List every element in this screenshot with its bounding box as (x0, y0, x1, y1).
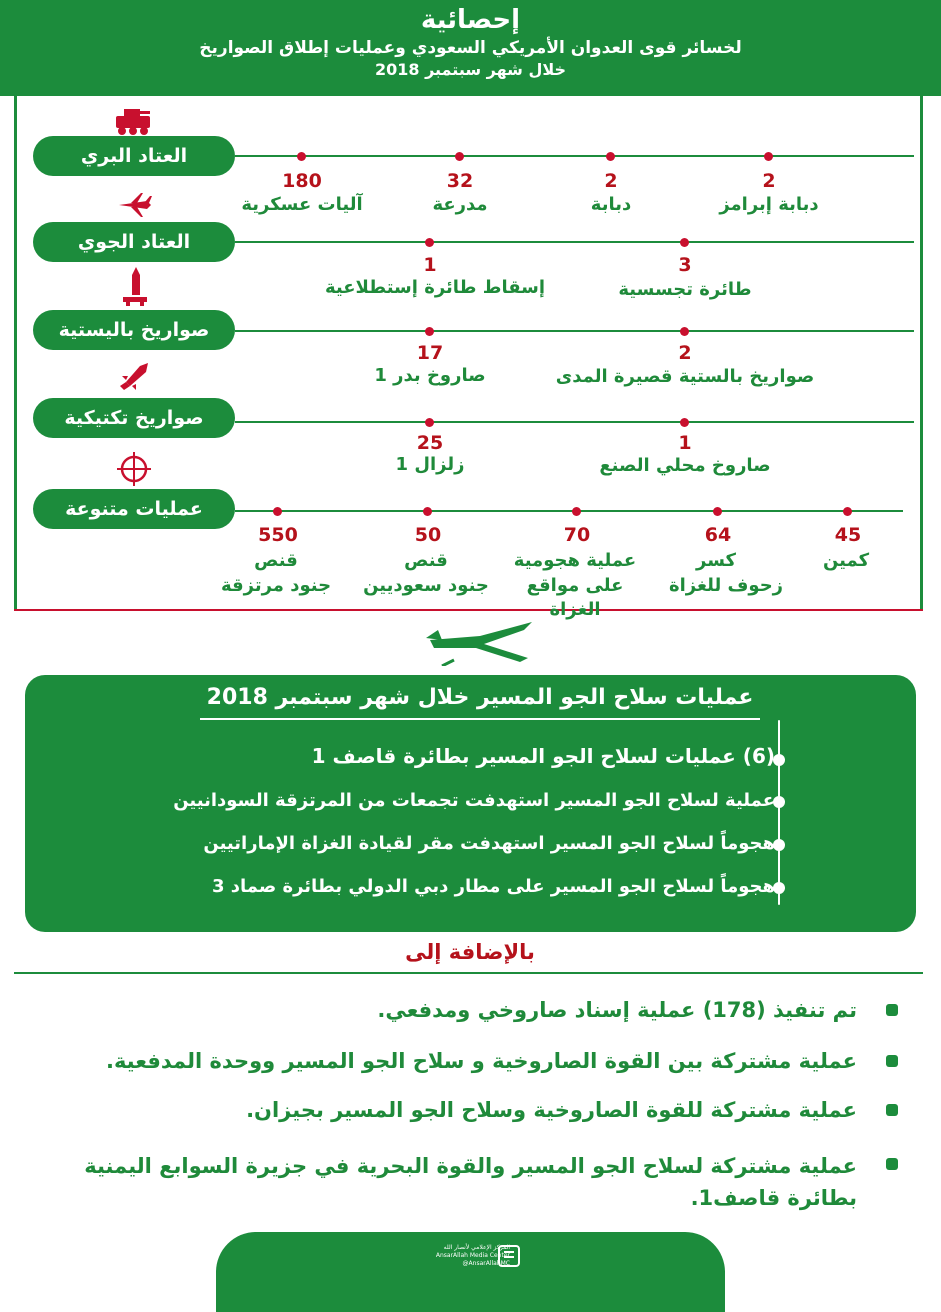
footer-org-ar: المركز الإعلامي لأنصار الله (443, 1244, 510, 1251)
stat-label: دبابة (590, 194, 632, 215)
tactical-rocket-icon (118, 360, 152, 394)
marker-dot (423, 507, 432, 516)
stat-label: زحوف للغزاة (668, 575, 784, 596)
timeline-misc (235, 510, 903, 512)
drone-heading-underline (200, 718, 760, 720)
stat-value: 550 (258, 524, 298, 546)
stat-label: كسر (696, 550, 736, 571)
timeline-ballistic (235, 330, 914, 332)
drone-heading: عمليات سلاح الجو المسير خلال شهر سبتمبر 2018 (206, 685, 754, 710)
stat-value: 50 (414, 524, 442, 546)
extra-item: تم تنفيذ (178) عملية إسناد صاروخي ومدفعي. (377, 998, 857, 1022)
stat-value: 25 (416, 432, 444, 454)
stat-value: 1 (678, 432, 692, 454)
marker-dot (455, 152, 464, 161)
header-banner (0, 0, 941, 96)
extra-item: عملية مشتركة بين القوة الصاروخية و سلاح الجو المسير ووحدة المدفعية. (105, 1049, 857, 1073)
stat-value: 2 (678, 342, 692, 364)
drone-item: هجوماً لسلاح الجو المسير استهدفت مقر لقيادة الغزاة الإماراتيين (203, 833, 775, 854)
marker-dot (680, 418, 689, 427)
stat-value: 2 (762, 170, 776, 192)
page-title: إحصائية (420, 5, 521, 35)
timeline-tactical (235, 421, 914, 423)
bullet-square (886, 1055, 898, 1067)
stat-label: طائرة تجسسية (618, 279, 752, 300)
timeline-air (235, 241, 914, 243)
marker-dot (572, 507, 581, 516)
drone-item: (6) عمليات لسلاح الجو المسير بطائرة قاصف 1 (311, 744, 775, 768)
marker-dot (425, 327, 434, 336)
drone-list-rail (778, 720, 780, 905)
drone-icon (424, 618, 534, 666)
bullet-square (886, 1158, 898, 1170)
besides-heading: بالإضافة إلى (405, 940, 535, 964)
marker-dot (425, 418, 434, 427)
stat-value: 3 (678, 254, 692, 276)
stat-label: زلزال 1 (395, 454, 465, 475)
category-misc: عمليات متنوعة (33, 489, 235, 529)
extra-item: عملية مشتركة لسلاح الجو المسير والقوة البحرية في جزيرة السوابع اليمنية بطائرة قاصف1. (84, 1154, 857, 1210)
stat-value: 180 (282, 170, 322, 192)
category-land: العتاد البري (33, 136, 235, 176)
category-air: العتاد الجوي (33, 222, 235, 262)
stat-label: مدرعة (432, 194, 488, 215)
stat-value: 2 (604, 170, 618, 192)
stat-value: 64 (704, 524, 732, 546)
footer-handle: @AnsarAllahMC (462, 1260, 510, 1267)
stat-label: قنص (404, 550, 448, 571)
section-divider (14, 609, 923, 611)
bullet-square (886, 1104, 898, 1116)
drone-item: عملية لسلاح الجو المسير استهدفت تجمعات من المرتزقة السودانيين (173, 790, 775, 811)
marker-dot (764, 152, 773, 161)
stat-value: 1 (423, 254, 437, 276)
timeline-land (235, 155, 914, 157)
stat-value: 70 (563, 524, 591, 546)
stat-label: إسقاط طائرة إستطلاعية (324, 277, 546, 298)
stat-value: 32 (446, 170, 474, 192)
footer-org-en: AnsarAllah Media Center (435, 1252, 510, 1259)
stat-label: دبابة إبرامز (719, 194, 819, 215)
besides-underline (14, 972, 923, 974)
extra-item: عملية مشتركة للقوة الصاروخية وسلاح الجو المسير بجيزان. (246, 1098, 857, 1122)
media-center-logo-icon (496, 1242, 522, 1270)
stat-value: 45 (834, 524, 862, 546)
stat-label: كمين (822, 550, 870, 571)
ballistic-missile-icon (120, 265, 150, 307)
marker-dot (680, 327, 689, 336)
stat-label: صواريخ بالستية قصيرة المدى (555, 366, 815, 387)
fighter-jet-icon (117, 191, 153, 219)
stat-label: جنود سعوديين (363, 575, 489, 596)
stat-label: صاروخ بدر 1 (374, 365, 486, 386)
crosshair-icon (117, 452, 151, 486)
stat-label: صاروخ محلي الصنع (599, 455, 771, 476)
stat-value: 17 (416, 342, 444, 364)
stat-label: على مواقع الغزاة (526, 575, 624, 620)
stat-label: جنود مرتزقة (220, 575, 332, 596)
marker-dot (425, 238, 434, 247)
marker-dot (297, 152, 306, 161)
stat-label: عملية هجومية (513, 550, 637, 571)
stat-label: قنص (254, 550, 298, 571)
drone-item: هجوماً لسلاح الجو المسير على مطار دبي الدولي بطائرة صماد 3 (211, 876, 775, 897)
marker-dot (843, 507, 852, 516)
category-ballistic: صواريخ باليستية (33, 310, 235, 350)
marker-dot (273, 507, 282, 516)
marker-dot (713, 507, 722, 516)
marker-dot (680, 238, 689, 247)
page-subtitle: لخسائر قوى العدوان الأمريكي السعودي وعمليات إطلاق الصواريخ (199, 38, 742, 58)
armored-vehicle-icon (112, 104, 154, 136)
category-tactical: صواريخ تكتيكية (33, 398, 235, 438)
page-period: خلال شهر سبتمبر 2018 (374, 60, 567, 79)
bullet-square (886, 1004, 898, 1016)
stat-label: آليات عسكرية (241, 194, 363, 215)
marker-dot (606, 152, 615, 161)
